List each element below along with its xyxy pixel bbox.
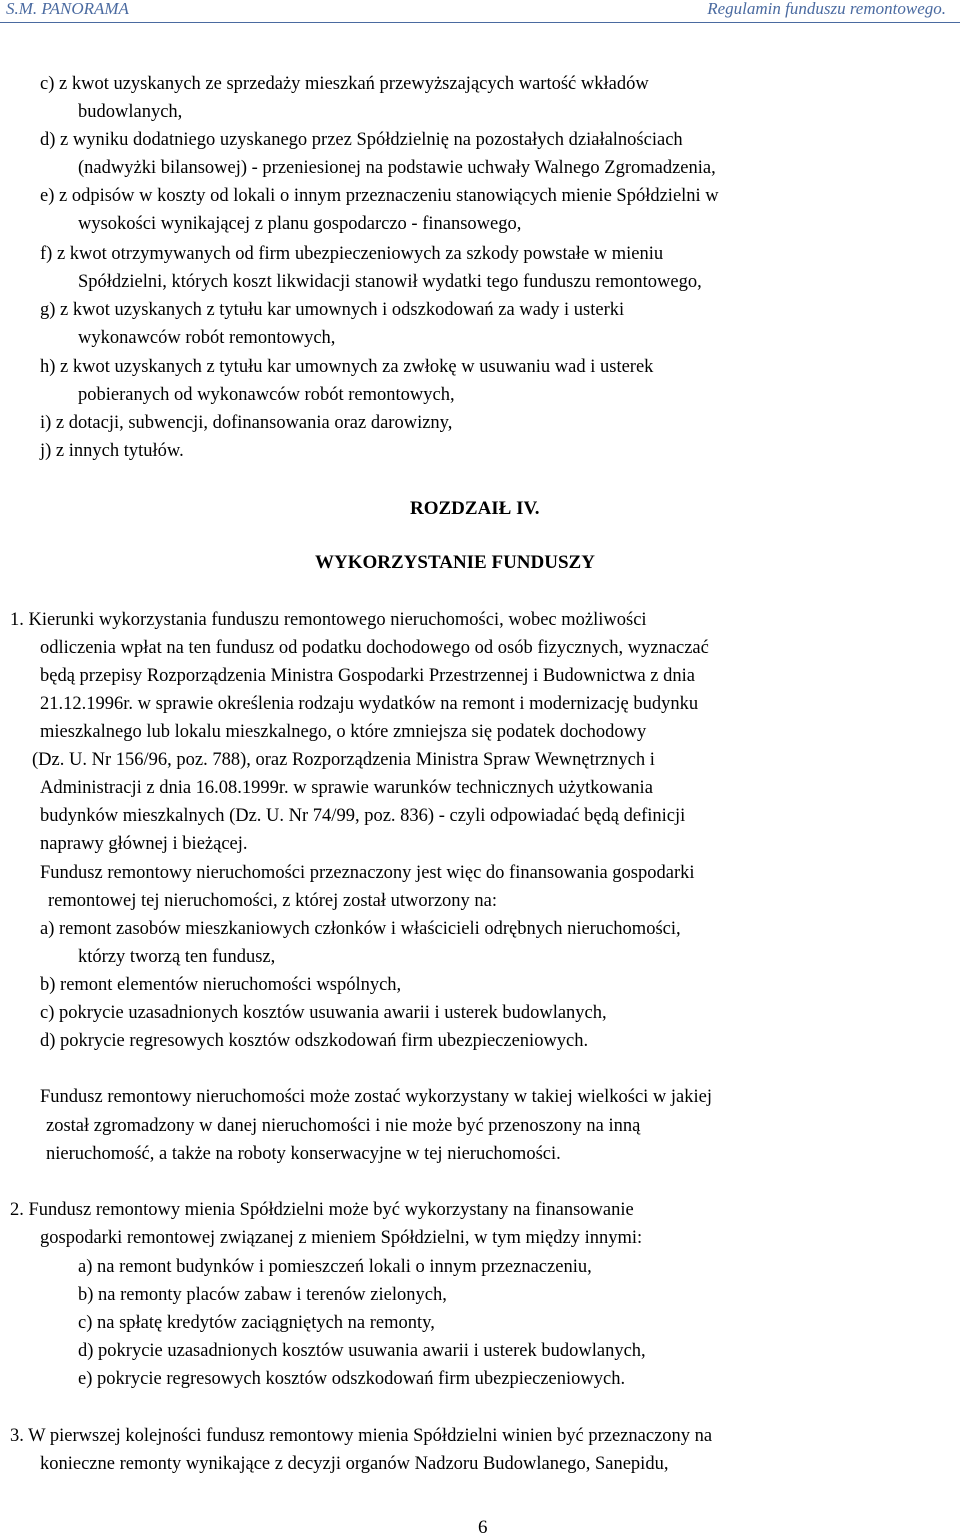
section-1-line-1: 1. Kierunki wykorzystania funduszu remontowego nieruchomości, wobec możliwości bbox=[10, 610, 647, 630]
list-item-c: c) z kwot uzyskanych ze sprzedaży mieszkań przewyższających wartość wkładów bbox=[40, 74, 649, 94]
list-item-f-cont: Spółdzielni, których koszt likwidacji stanowił wydatki tego funduszu remontowego, bbox=[78, 272, 702, 292]
list-item-g-cont: wykonawców robót remontowych, bbox=[78, 328, 336, 348]
section-1-line-11: remontowej tej nieruchomości, z której został utworzony na: bbox=[48, 891, 498, 911]
section-1-item-a-cont: którzy tworzą ten fundusz, bbox=[78, 947, 276, 967]
list-item-j: j) z innych tytułów. bbox=[40, 441, 184, 461]
page-header bbox=[0, 0, 960, 24]
section-1-item-d: d) pokrycie regresowych kosztów odszkodowań firm ubezpieczeniowych. bbox=[40, 1031, 589, 1051]
list-item-i: i) z dotacji, subwencji, dofinansowania oraz darowizny, bbox=[40, 413, 453, 433]
section-2-line-1: 2. Fundusz remontowy mienia Spółdzielni może być wykorzystany na finansowanie bbox=[10, 1200, 634, 1220]
section-2-line-2: gospodarki remontowej związanej z mieniem Spółdzielni, w tym między innymi: bbox=[40, 1228, 643, 1248]
list-item-g: g) z kwot uzyskanych z tytułu kar umownych i odszkodowań za wady i usterki bbox=[40, 300, 625, 320]
list-item-e: e) z odpisów w koszty od lokali o innym przeznaczeniu stanowiących mienie Spółdzielni w bbox=[40, 186, 719, 206]
list-item-d: d) z wyniku dodatniego uzyskanego przez Spółdzielnię na pozostałych działalnościach bbox=[40, 130, 683, 150]
section-1-item-c: c) pokrycie uzasadnionych kosztów usuwania awarii i usterek budowlanych, bbox=[40, 1003, 607, 1023]
section-2-item-c: c) na spłatę kredytów zaciągniętych na remonty, bbox=[78, 1313, 435, 1333]
section-1-line-7: Administracji z dnia 16.08.1999r. w sprawie warunków technicznych użytkowania bbox=[40, 778, 653, 798]
section-1-line-3: będą przepisy Rozporządzenia Ministra Gospodarki Przestrzennej i Budownictwa z dnia bbox=[40, 666, 695, 686]
section-1-line-4: 21.12.1996r. w sprawie określenia rodzaju wydatków na remont i modernizację budynku bbox=[40, 694, 699, 714]
section-1-note-1: Fundusz remontowy nieruchomości może zostać wykorzystany w takiej wielkości w jakiej bbox=[40, 1087, 712, 1107]
section-1-line-9: naprawy głównej i bieżącej. bbox=[40, 834, 248, 854]
header-divider bbox=[0, 22, 960, 23]
list-item-c-cont: budowlanych, bbox=[78, 102, 183, 122]
section-1-note-3: nieruchomość, a także na roboty konserwacyjne w tej nieruchomości. bbox=[46, 1144, 561, 1164]
list-item-h: h) z kwot uzyskanych z tytułu kar umownych za zwłokę w usuwaniu wad i usterek bbox=[40, 357, 654, 377]
section-2-item-e: e) pokrycie regresowych kosztów odszkodowań firm ubezpieczeniowych. bbox=[78, 1369, 626, 1389]
list-item-e-cont: wysokości wynikającej z planu gospodarczo - finansowego, bbox=[78, 214, 522, 234]
section-1-line-5: mieszkalnego lub lokalu mieszkalnego, o które zmniejsza się podatek dochodowy bbox=[40, 722, 647, 742]
header-left: S.M. PANORAMA bbox=[6, 0, 129, 18]
section-1-item-b: b) remont elementów nieruchomości wspólnych, bbox=[40, 975, 402, 995]
section-2-item-b: b) na remonty placów zabaw i terenów zielonych, bbox=[78, 1285, 447, 1305]
page-number: 6 bbox=[478, 1517, 488, 1538]
section-2-item-d: d) pokrycie uzasadnionych kosztów usuwania awarii i usterek budowlanych, bbox=[78, 1341, 646, 1361]
section-1-line-2: odliczenia wpłat na ten fundusz od podatku dochodowego od osób fizycznych, wyznaczać bbox=[40, 638, 709, 658]
section-1-line-8: budynków mieszkalnych (Dz. U. Nr 74/99, poz. 836) - czyli odpowiadać będą definicji bbox=[40, 806, 686, 826]
chapter-title: ROZDZAIŁ IV. bbox=[410, 498, 540, 519]
list-item-f: f) z kwot otrzymywanych od firm ubezpieczeniowych za szkody powstałe w mieniu bbox=[40, 244, 664, 264]
section-3-line-2: konieczne remonty wynikające z decyzji organów Nadzoru Budowlanego, Sanepidu, bbox=[40, 1454, 669, 1474]
header-right: Regulamin funduszu remontowego. bbox=[707, 0, 946, 18]
section-1-line-6: (Dz. U. Nr 156/96, poz. 788), oraz Rozporządzenia Ministra Spraw Wewnętrznych i bbox=[32, 750, 655, 770]
section-1-line-10: Fundusz remontowy nieruchomości przeznaczony jest więc do finansowania gospodarki bbox=[40, 863, 695, 883]
section-2-item-a: a) na remont budynków i pomieszczeń lokali o innym przeznaczeniu, bbox=[78, 1257, 592, 1277]
list-item-d-cont: (nadwyżki bilansowej) - przeniesionej na podstawie uchwały Walnego Zgromadzenia, bbox=[78, 158, 716, 178]
list-item-h-cont: pobieranych od wykonawców robót remontowych, bbox=[78, 385, 455, 405]
section-1-note-2: został zgromadzony w danej nieruchomości i nie może być przenoszony na inną bbox=[46, 1116, 641, 1136]
section-3-line-1: 3. W pierwszej kolejności fundusz remontowy mienia Spółdzielni winien być przeznaczony na bbox=[10, 1426, 713, 1446]
section-1-item-a: a) remont zasobów mieszkaniowych członków i właścicieli odrębnych nieruchomości, bbox=[40, 919, 681, 939]
chapter-subtitle: WYKORZYSTANIE FUNDUSZY bbox=[315, 552, 595, 573]
